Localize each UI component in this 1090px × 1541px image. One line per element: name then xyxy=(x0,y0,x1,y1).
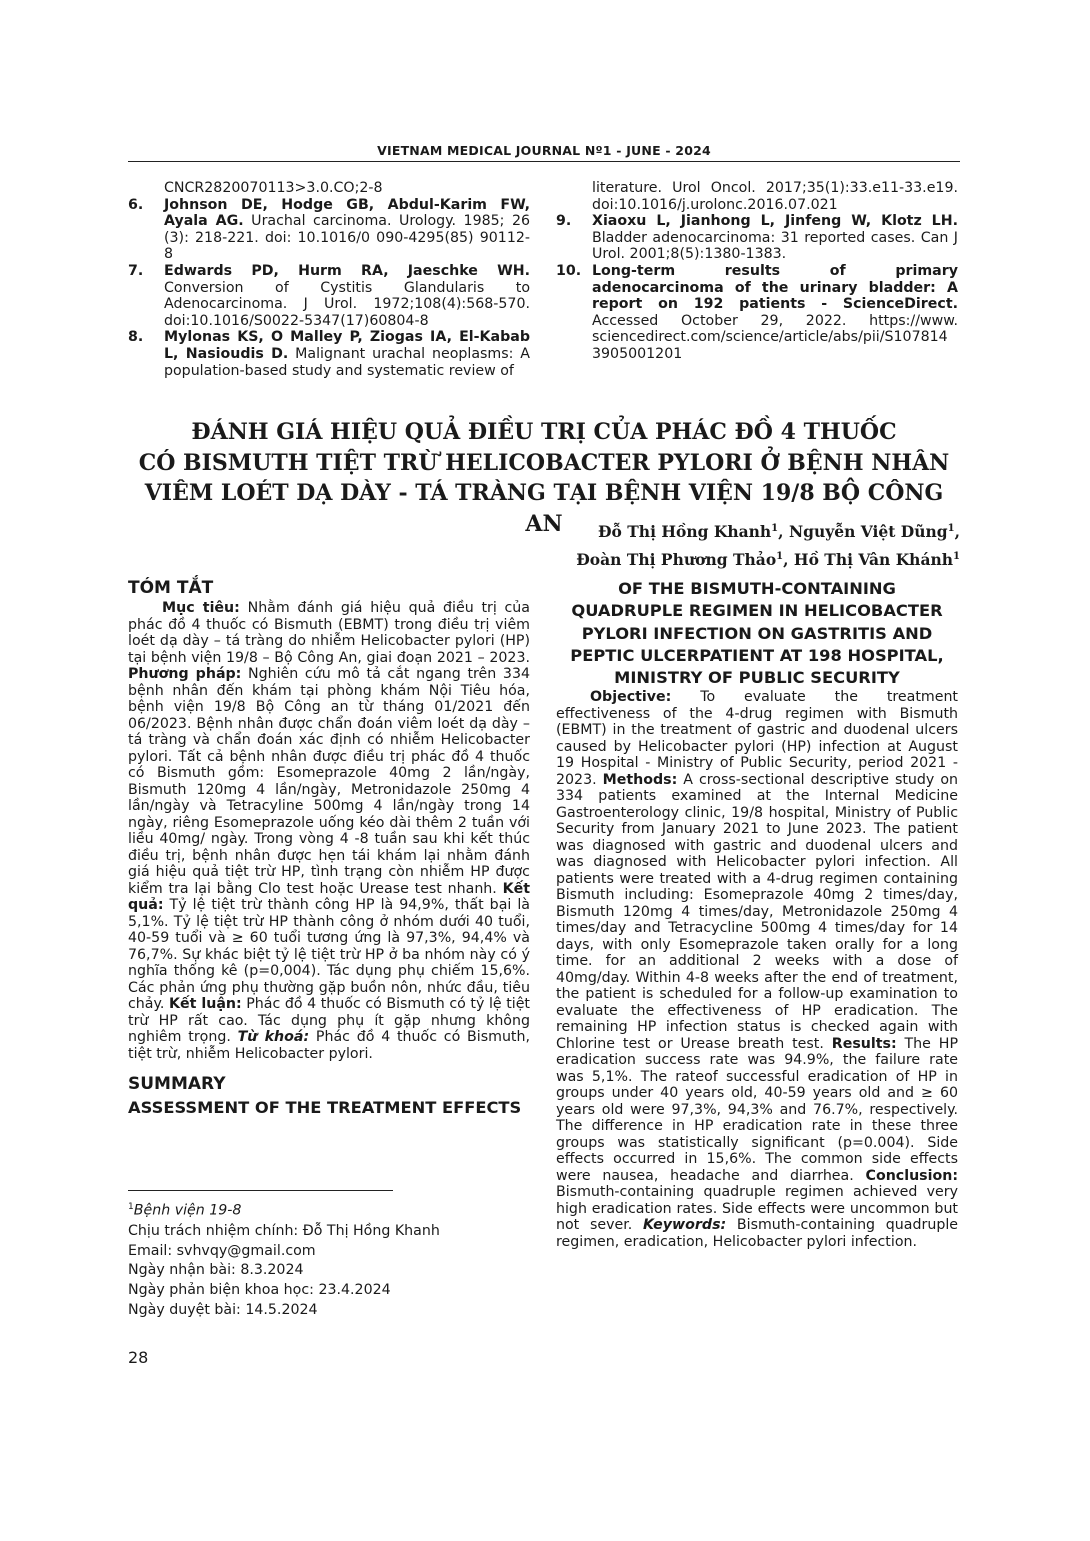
reference-authors: Edwards PD, Hurm RA, Jaeschke WH. xyxy=(164,262,530,279)
references-left xyxy=(128,180,530,379)
footnote-divider xyxy=(128,1190,393,1191)
reference-text: Bladder adenocarcinoma: 31 reported cases. Can J Urol. 2001;8(5):1380-1383. xyxy=(592,229,958,263)
summary-title-line: MINISTRY OF PUBLIC SECURITY xyxy=(614,668,900,688)
reference-item xyxy=(128,329,530,379)
text-ket-luan: Phác đồ 4 thuốc có Bismuth có tỷ lệ tiệt trừ HP rất cao. Tác dụng phụ ít gặp nhưng không nghiêm trọng. xyxy=(128,996,530,1045)
summary-title-line: OF THE BISMUTH-CONTAINING xyxy=(618,579,896,598)
label-ket-luan: Kết luận: xyxy=(168,996,242,1012)
reference-text: Urachal carcinoma. Urology. 1985; 26 (3): 218-221. doi: 10.1016/0 090-4295(85) 90112-8 xyxy=(164,213,530,263)
reference-number: 8. xyxy=(128,329,144,346)
summary-title-line: PEPTIC ULCERPATIENT AT 198 HOSPITAL, xyxy=(570,645,944,665)
label-objective: Objective: xyxy=(590,689,672,706)
abstract-english xyxy=(556,578,958,1250)
reference-item xyxy=(556,180,958,213)
affiliation-mark: 1 xyxy=(953,551,960,563)
text-results: The HP eradication success rate was 94.9%, the failure rate was 5,1%. The rateof successful eradication of HP in groups under 40 years old, 40-59 years old and ≥ 60 years old were 97,3%, 94,3% and 76.7%, respectively. The difference in HP eradication rate in these three groups was statistically significant (p=0.004). Side effects occurred in 15,6%. The common side effects were nausea, headache and diarrhea. xyxy=(556,1035,958,1184)
summary-title xyxy=(556,578,958,689)
footnote-responsible: Chịu trách nhiệm chính: Đỗ Thị Hồng Khanh xyxy=(128,1222,440,1239)
affiliation-mark: 1 xyxy=(776,551,784,563)
abstract-body xyxy=(128,600,530,1062)
author-name: Đỗ Thị Hồng Khanh xyxy=(597,522,772,542)
summary-body xyxy=(556,689,958,1250)
reference-authors: Xiaoxu L, Jianhong L, Jinfeng W, Klotz LH. xyxy=(592,213,958,230)
author-separator: , xyxy=(954,522,960,542)
references-right xyxy=(556,180,958,363)
reference-item xyxy=(556,213,958,263)
label-ket-qua: Kết quả: xyxy=(128,880,530,913)
label-methods: Methods: xyxy=(602,771,678,788)
reference-authors: Johnson DE, Hodge GB, Abdul-Karim FW, Ayala AG. xyxy=(164,196,530,230)
label-keywords: Keywords: xyxy=(642,1217,727,1234)
section-heading: TÓM TẮT xyxy=(128,578,214,598)
affiliation-mark: 1 xyxy=(947,523,955,534)
title-line: ĐÁNH GIÁ HIỆU QUẢ ĐIỀU TRỊ CỦA PHÁC ĐỒ 4 THUỐC xyxy=(191,419,897,445)
author-name: Nguyễn Việt Dũng xyxy=(788,522,948,542)
text-methods: A cross-sectional descriptive study on 334 patients examined at the Internal Medicine Gastroenterology clinic, 19/8 hospital, Ministry of Public Security from January 2021 to June 2023. The patient was diagnosed with gastric and duodenal ulcers and was diagnosed with Helicobacter pylori infection. All patients were treated with a 4-drug regimen containing Bismuth including: Esomeprazole 40mg 2 times/day, Bismuth 120mg 4 times/day, Metronidazole 250mg 4 times/day and Tetracycline 500mg 4 times/day for 14 days, with only Esomeprazole taken orally for a long time. for an additional 2 weeks with a dose of 40mg/day. Within 4-8 weeks after the end of treatment, the patient is scheduled for a follow-up examination to evaluate the effectiveness of HP eradication. The remaining HP infection status is checked again with Chlorine test or Urease breath test. xyxy=(556,771,958,1052)
label-tu-khoa: Từ khoá: xyxy=(237,1029,310,1045)
reference-number: 9. xyxy=(556,213,572,230)
footnote xyxy=(128,1198,440,1321)
title-line: CÓ BISMUTH TIỆT TRỪ HELICOBACTER PYLORI Ở BỆNH NHÂN xyxy=(138,449,950,476)
reference-item xyxy=(128,263,530,329)
summary-paragraph xyxy=(556,689,958,1250)
journal-header: VIETNAM MEDICAL JOURNAL Nº1 - JUNE - 2024 xyxy=(377,143,711,158)
title-line: VIÊM LOÉT DẠ DÀY - TÁ TRÀNG TẠI BỆNH VIỆN 19/8 BỘ CÔNG AN xyxy=(144,480,944,537)
footnote-affiliation xyxy=(128,1198,440,1222)
footnote-reviewed: Ngày phản biện khoa học: 23.4.2024 xyxy=(128,1282,391,1299)
label-phuong-phap: Phương pháp: xyxy=(128,666,242,682)
reference-text: literature. Urol Oncol. 2017;35(1):33.e11-33.e19. doi:10.1016/j.urolonc.2016.07.021 xyxy=(592,180,958,213)
summary-heading: SUMMARY xyxy=(128,1074,226,1094)
reference-text: Conversion of Cystitis Glandularis to Adenocarcinoma. J Urol. 1972;108(4):568-570. doi:10.1016/S0022-5347(17)60804-8 xyxy=(164,279,530,329)
footnote-accepted: Ngày duyệt bài: 14.5.2024 xyxy=(128,1302,318,1319)
page-number: 28 xyxy=(128,1348,149,1367)
affiliation-mark: 1 xyxy=(128,1202,134,1212)
reference-number: 6. xyxy=(128,196,144,213)
text-tu-khoa: Phác đồ 4 thuốc có Bismuth, tiệt trừ, nhiễm Helicobacter pylori. xyxy=(128,1029,530,1062)
reference-authors: Long-term results of primary adenocarcinoma of the urinary bladder: A report on 192 patients - ScienceDirect. xyxy=(592,262,958,313)
author-name: Hồ Thị Vân Khánh xyxy=(793,550,954,570)
text-phuong-phap: Nghiên cứu mô tả cắt ngang trên 334 bệnh nhân đến khám tại phòng khám Nội Tiêu hóa, bệnh viện 19/8 Bộ Công an từ tháng 01/2021 đến 06/2023. Bệnh nhân được chẩn đoán viêm loét dạ dày – tá tràng và chẩn đoán xác định có nhiễm Helicobacter pylori. Tất cả bệnh nhân được điều trị phác đồ 4 thuốc có Bismuth gồm: Esomeprazole 40mg 2 lần/ngày, Bismuth 120mg 4 lần/ngày, Metronidazole 250mg 4 lần/ngày và Tetracyline 500mg 4 lần/ngày trong 14 ngày, riêng Esomeprazole uống kéo dài thêm 2 tuần với liều 40mg/ ngày. Trong vòng 4 -8 tuần sau khi kết thúc điều trị, bệnh nhân được hẹn tái khám lại nhằm đánh giá hiệu quả tiệt trừ HP, tình trạng còn nhiễm HP được kiểm tra lại bằng Clo test hoặc Urease test nhanh. xyxy=(128,666,530,897)
abstract-paragraph xyxy=(128,600,530,1062)
footnote-received: Ngày nhận bài: 8.3.2024 xyxy=(128,1262,304,1279)
reference-authors: Mylonas KS, O Malley P, Ziogas IA, El-Kabab L, Nasioudis D. xyxy=(164,329,530,362)
author-separator: , xyxy=(783,550,794,570)
reference-number: 10. xyxy=(556,262,582,279)
reference-item xyxy=(556,263,958,363)
author-list xyxy=(576,516,960,572)
text-keywords: Bismuth-containing quadruple regimen, eradication, Helicobacter pylori infection. xyxy=(556,1217,958,1250)
text-ket-qua: Tỷ lệ tiệt trừ thành công HP là 94,9%, thất bại là 5,1%. Tỷ lệ tiệt trừ HP thành công ở nhóm dưới 40 tuổi, 40-59 tuổi và ≥ 60 tuổi tương ứng là 97,3%, 94,4% và 76,7%. Sự khác biệt tỷ lệ tiệt trừ HP ở ba nhóm này có ý nghĩa thống kê (p=0,004). Tác dụng phụ chiếm 15,6%. Các phản ứng phụ thường gặp buồn nôn, nhức đầu, tiêu chảy. xyxy=(128,897,530,1012)
author-name: Đoàn Thị Phương Thảo xyxy=(576,550,777,570)
author-line xyxy=(576,544,960,572)
affiliation-text: Bệnh viện 19-8 xyxy=(133,1202,242,1219)
reference-text: Accessed October 29, 2022. https://www. sciencedirect.com/science/article/abs/pii/S107814 3905001201 xyxy=(592,312,958,362)
reference-text: CNCR2820070113>3.0.CO;2-8 xyxy=(164,180,383,196)
affiliation-mark: 1 xyxy=(771,523,779,534)
text-objective: To evaluate the treatment effectiveness of the 4-drug regimen with Bismuth (EBMT) in the treatment of gastric and duodenal ulcers caused by Helicobacter pylori (HP) infection at August 19 Hospital - Ministry of Public Security, period 2021 - 2023. xyxy=(556,689,958,788)
header-divider xyxy=(128,161,960,162)
reference-text: Malignant urachal neoplasms: A population-based study and systematic review of xyxy=(164,345,530,379)
summary-title-line: QUADRUPLE REGIMEN IN HELICOBACTER xyxy=(571,601,943,621)
text-conclusion: Bismuth-containing quadruple regimen achieved very high eradication rates. Side effects were uncommon but not sever. xyxy=(556,1184,958,1234)
author-line xyxy=(576,516,960,544)
abstract-vietnamese xyxy=(128,578,530,1117)
summary-title-line: PYLORI INFECTION ON GASTRITIS AND xyxy=(581,623,933,643)
text-muc-tieu: Nhằm đánh giá hiệu quả điều trị của phác đồ 4 thuốc có Bismuth (EBMT) trong điều trị viêm loét dạ dày – tá tràng do nhiễm Helicobacter pylori (HP) tại bệnh viện 19/8 – Bộ Công An, giai đoạn 2021 – 2023. xyxy=(128,600,530,666)
reference-number: 7. xyxy=(128,262,144,279)
label-results: Results: xyxy=(831,1035,897,1052)
footnote-email: Email: svhvqy@gmail.com xyxy=(128,1242,316,1259)
label-conclusion: Conclusion: xyxy=(865,1167,958,1184)
author-separator: , xyxy=(778,522,789,542)
reference-item xyxy=(128,197,530,263)
reference-item xyxy=(128,180,530,197)
summary-title-part: ASSESSMENT OF THE TREATMENT EFFECTS xyxy=(128,1098,522,1117)
label-muc-tieu: Mục tiêu: xyxy=(162,600,240,616)
